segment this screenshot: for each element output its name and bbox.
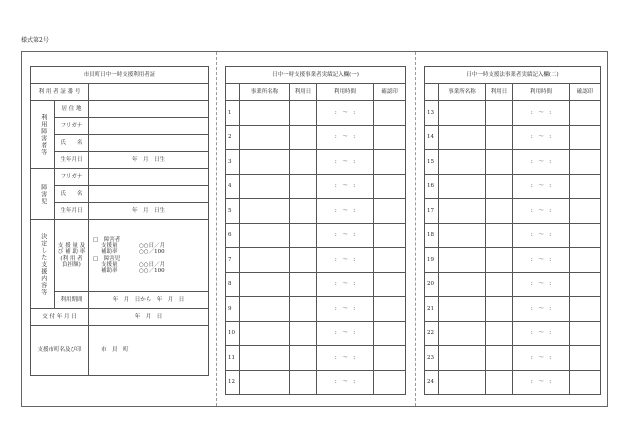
confirm-seal-cell[interactable]	[570, 272, 601, 297]
row-number: 8	[226, 272, 240, 297]
record-row	[425, 101, 601, 126]
record-row	[226, 125, 406, 150]
usage-date-cell[interactable]	[486, 321, 513, 346]
record-row	[226, 370, 406, 395]
period-label: 利用期間	[55, 292, 89, 309]
usage-date-cell[interactable]	[486, 346, 513, 371]
usage-date-cell[interactable]	[290, 174, 317, 199]
usage-time-cell[interactable]: : ～ :	[317, 150, 374, 175]
record-1-header-seal: 確認印	[374, 84, 406, 101]
office-name-cell[interactable]	[439, 150, 486, 175]
confirm-seal-cell[interactable]	[570, 150, 601, 175]
office-name-cell[interactable]	[240, 297, 290, 322]
usage-time-cell[interactable]: : ～ :	[317, 321, 374, 346]
disabled-rate-key: 補助率	[101, 249, 118, 256]
usage-date-cell[interactable]	[486, 199, 513, 224]
usage-date-cell[interactable]	[486, 248, 513, 273]
record-row	[425, 370, 601, 395]
disabled-amount-value: ○○日／月	[139, 243, 166, 250]
record-row	[425, 297, 601, 322]
office-name-cell[interactable]	[240, 370, 290, 395]
confirm-seal-cell[interactable]	[570, 125, 601, 150]
usage-date-cell[interactable]	[290, 125, 317, 150]
row-number: 9	[226, 297, 240, 322]
record-2-header-seal: 確認印	[570, 84, 601, 101]
confirm-seal-cell[interactable]	[570, 199, 601, 224]
row-number: 5	[226, 199, 240, 224]
usage-date-cell[interactable]	[290, 370, 317, 395]
row-number: 13	[425, 101, 439, 126]
usage-time-cell[interactable]: : ～ :	[513, 223, 570, 248]
row-number: 3	[226, 150, 240, 175]
confirm-seal-cell[interactable]	[374, 150, 406, 175]
usage-time-cell[interactable]: : ～ :	[513, 321, 570, 346]
confirm-seal-cell[interactable]	[374, 125, 406, 150]
confirm-seal-cell[interactable]	[374, 321, 406, 346]
office-name-cell[interactable]	[240, 248, 290, 273]
user-certificate-table	[30, 66, 209, 376]
record-row	[425, 248, 601, 273]
record-row	[425, 199, 601, 224]
usage-time-cell[interactable]: : ～ :	[317, 248, 374, 273]
usage-date-cell[interactable]	[290, 101, 317, 126]
usage-time-cell[interactable]: : ～ :	[317, 199, 374, 224]
record-row	[226, 101, 406, 126]
record-table-1	[225, 66, 406, 395]
dashed-divider-2	[415, 52, 416, 406]
record-row	[226, 223, 406, 248]
record-2-title: 日中一時支援法事業者実績記入欄(二)	[425, 67, 601, 84]
municipality-label: 支援市町名及び印	[31, 326, 89, 376]
usage-time-cell[interactable]: : ～ :	[513, 150, 570, 175]
record-row	[425, 346, 601, 371]
record-row	[226, 346, 406, 371]
confirm-seal-cell[interactable]	[374, 346, 406, 371]
row-number: 12	[226, 370, 240, 395]
row-number: 14	[425, 125, 439, 150]
office-name-cell[interactable]	[439, 321, 486, 346]
usage-time-cell[interactable]: : ～ :	[317, 125, 374, 150]
record-table-2	[424, 66, 601, 395]
record-row	[226, 199, 406, 224]
usage-time-cell[interactable]: : ～ :	[513, 272, 570, 297]
child-name-field[interactable]	[89, 186, 209, 203]
usage-date-cell[interactable]	[290, 199, 317, 224]
usage-date-cell[interactable]	[290, 272, 317, 297]
usage-time-cell[interactable]: : ～ :	[513, 125, 570, 150]
support-amount-label: 支 援 量 及 び 補 助 率 (利 用 者 負担額)	[55, 220, 89, 292]
usage-time-cell[interactable]: : ～ :	[513, 101, 570, 126]
dashed-divider-1	[216, 52, 217, 406]
record-row	[425, 321, 601, 346]
municipality-field: 市 貝 町	[89, 326, 209, 376]
office-name-cell[interactable]	[439, 223, 486, 248]
record-row	[425, 272, 601, 297]
record-2-header-no	[425, 84, 439, 101]
confirm-seal-cell[interactable]	[570, 248, 601, 273]
office-name-cell[interactable]	[439, 272, 486, 297]
row-number: 19	[425, 248, 439, 273]
confirm-seal-cell[interactable]	[374, 174, 406, 199]
record-1-header-office: 事業所名称	[240, 84, 290, 101]
disabled-child-checkbox[interactable]: □ 障害児	[93, 255, 121, 262]
confirm-seal-cell[interactable]	[374, 297, 406, 322]
row-number: 17	[425, 199, 439, 224]
confirm-seal-cell[interactable]	[374, 223, 406, 248]
child-amount-value: ○○日／月	[139, 261, 166, 268]
disabled-person-checkbox[interactable]: □ 障害者	[93, 237, 121, 244]
row-number: 24	[425, 370, 439, 395]
record-row	[226, 150, 406, 175]
record-2-header-time: 利用時間	[513, 84, 570, 101]
record-row	[226, 297, 406, 322]
confirm-seal-cell[interactable]	[570, 321, 601, 346]
usage-time-cell[interactable]: : ～ :	[317, 272, 374, 297]
row-number: 1	[226, 101, 240, 126]
support-amount-field[interactable]	[89, 220, 209, 292]
usage-time-cell[interactable]: : ～ :	[317, 101, 374, 126]
user-dob-label: 生年月日	[55, 152, 89, 169]
disabled-rate-value: ○○／100	[139, 249, 165, 256]
cert-number-label: 利 用 者 証 番 号	[31, 84, 89, 101]
office-name-cell[interactable]	[240, 101, 290, 126]
decision-group-label: 決定した支援内容等	[31, 220, 55, 309]
record-row	[226, 272, 406, 297]
record-row	[425, 174, 601, 199]
child-rate-value: ○○／100	[139, 267, 165, 274]
usage-date-cell[interactable]	[486, 223, 513, 248]
confirm-seal-cell[interactable]	[570, 174, 601, 199]
record-row	[226, 248, 406, 273]
confirm-seal-cell[interactable]	[374, 101, 406, 126]
row-number: 6	[226, 223, 240, 248]
child-name-label: 氏 名	[55, 186, 89, 203]
record-row	[425, 223, 601, 248]
user-group-label: 利用障害者等	[31, 101, 55, 169]
user-name-field[interactable]	[89, 135, 209, 152]
usage-time-cell[interactable]: : ～ :	[513, 370, 570, 395]
usage-date-cell[interactable]	[290, 297, 317, 322]
child-dob-field[interactable]: 年 月 日生	[89, 203, 209, 220]
row-number: 7	[226, 248, 240, 273]
office-name-cell[interactable]	[439, 346, 486, 371]
cert-number-field[interactable]	[89, 84, 209, 101]
usage-time-cell[interactable]: : ～ :	[513, 346, 570, 371]
row-number: 22	[425, 321, 439, 346]
office-name-cell[interactable]	[240, 223, 290, 248]
child-furigana-label: フリガナ	[55, 169, 89, 186]
office-name-cell[interactable]	[240, 199, 290, 224]
user-furigana-label: フリガナ	[55, 118, 89, 135]
child-amount-key: 支援量	[101, 261, 118, 268]
usage-date-cell[interactable]	[486, 125, 513, 150]
usage-time-cell[interactable]: : ～ :	[513, 297, 570, 322]
office-name-cell[interactable]	[439, 370, 486, 395]
certificate-title: 市貝町日中一時支援利用者証	[31, 67, 209, 84]
child-furigana-field[interactable]	[89, 169, 209, 186]
user-address-label: 居 住 地	[55, 101, 89, 118]
office-name-cell[interactable]	[439, 125, 486, 150]
office-name-cell[interactable]	[439, 297, 486, 322]
confirm-seal-cell[interactable]	[374, 370, 406, 395]
record-1-title: 日中一時支援事業者実績記入欄(一)	[226, 67, 406, 84]
child-group-label: 障害児	[31, 169, 55, 220]
confirm-seal-cell[interactable]	[570, 101, 601, 126]
usage-date-cell[interactable]	[486, 101, 513, 126]
record-row	[226, 174, 406, 199]
record-row	[226, 321, 406, 346]
usage-time-cell[interactable]: : ～ :	[513, 174, 570, 199]
user-furigana-field[interactable]	[89, 118, 209, 135]
row-number: 10	[226, 321, 240, 346]
record-1-header-no	[226, 84, 240, 101]
usage-time-cell[interactable]: : ～ :	[513, 248, 570, 273]
confirm-seal-cell[interactable]	[570, 370, 601, 395]
issue-date-label: 交 付 年 月 日	[31, 309, 89, 326]
confirm-seal-cell[interactable]	[374, 199, 406, 224]
usage-date-cell[interactable]	[290, 223, 317, 248]
confirm-seal-cell[interactable]	[570, 346, 601, 371]
row-number: 21	[425, 297, 439, 322]
user-dob-field[interactable]: 年 月 日生	[89, 152, 209, 169]
usage-date-cell[interactable]	[290, 150, 317, 175]
usage-time-cell[interactable]: : ～ :	[317, 174, 374, 199]
row-number: 18	[425, 223, 439, 248]
office-name-cell[interactable]	[240, 321, 290, 346]
usage-time-cell[interactable]: : ～ :	[317, 223, 374, 248]
usage-time-cell[interactable]: : ～ :	[317, 346, 374, 371]
office-name-cell[interactable]	[439, 199, 486, 224]
user-address-field[interactable]	[89, 101, 209, 118]
usage-time-cell[interactable]: : ～ :	[317, 370, 374, 395]
record-2-header-office: 事業所名称	[439, 84, 486, 101]
row-number: 20	[425, 272, 439, 297]
child-rate-key: 補助率	[101, 267, 118, 274]
user-name-label: 氏 名	[55, 135, 89, 152]
row-number: 2	[226, 125, 240, 150]
period-field[interactable]: 年 月 日から 年 月 日	[89, 292, 209, 309]
office-name-cell[interactable]	[240, 174, 290, 199]
office-name-cell[interactable]	[439, 248, 486, 273]
confirm-seal-cell[interactable]	[570, 223, 601, 248]
usage-time-cell[interactable]: : ～ :	[513, 199, 570, 224]
usage-date-cell[interactable]	[290, 321, 317, 346]
office-name-cell[interactable]	[240, 125, 290, 150]
form-number: 様式第2号	[21, 37, 49, 44]
issue-date-field[interactable]: 年 月 日	[89, 309, 209, 326]
usage-date-cell[interactable]	[290, 248, 317, 273]
row-number: 15	[425, 150, 439, 175]
row-number: 16	[425, 174, 439, 199]
usage-date-cell[interactable]	[290, 346, 317, 371]
row-number: 4	[226, 174, 240, 199]
record-row	[425, 125, 601, 150]
office-name-cell[interactable]	[240, 346, 290, 371]
row-number: 11	[226, 346, 240, 371]
child-dob-label: 生年月日	[55, 203, 89, 220]
office-name-cell[interactable]	[439, 174, 486, 199]
record-1-header-time: 利用時間	[317, 84, 374, 101]
usage-time-cell[interactable]: : ～ :	[317, 297, 374, 322]
record-2-header-date: 利用日	[486, 84, 513, 101]
usage-date-cell[interactable]	[486, 297, 513, 322]
confirm-seal-cell[interactable]	[374, 272, 406, 297]
usage-date-cell[interactable]	[486, 272, 513, 297]
row-number: 23	[425, 346, 439, 371]
office-name-cell[interactable]	[240, 272, 290, 297]
confirm-seal-cell[interactable]	[570, 297, 601, 322]
office-name-cell[interactable]	[240, 150, 290, 175]
confirm-seal-cell[interactable]	[374, 248, 406, 273]
usage-date-cell[interactable]	[486, 174, 513, 199]
disabled-amount-key: 支援量	[101, 243, 118, 250]
office-name-cell[interactable]	[439, 101, 486, 126]
usage-date-cell[interactable]	[486, 150, 513, 175]
record-1-header-date: 利用日	[290, 84, 317, 101]
usage-date-cell[interactable]	[486, 370, 513, 395]
record-row	[425, 150, 601, 175]
